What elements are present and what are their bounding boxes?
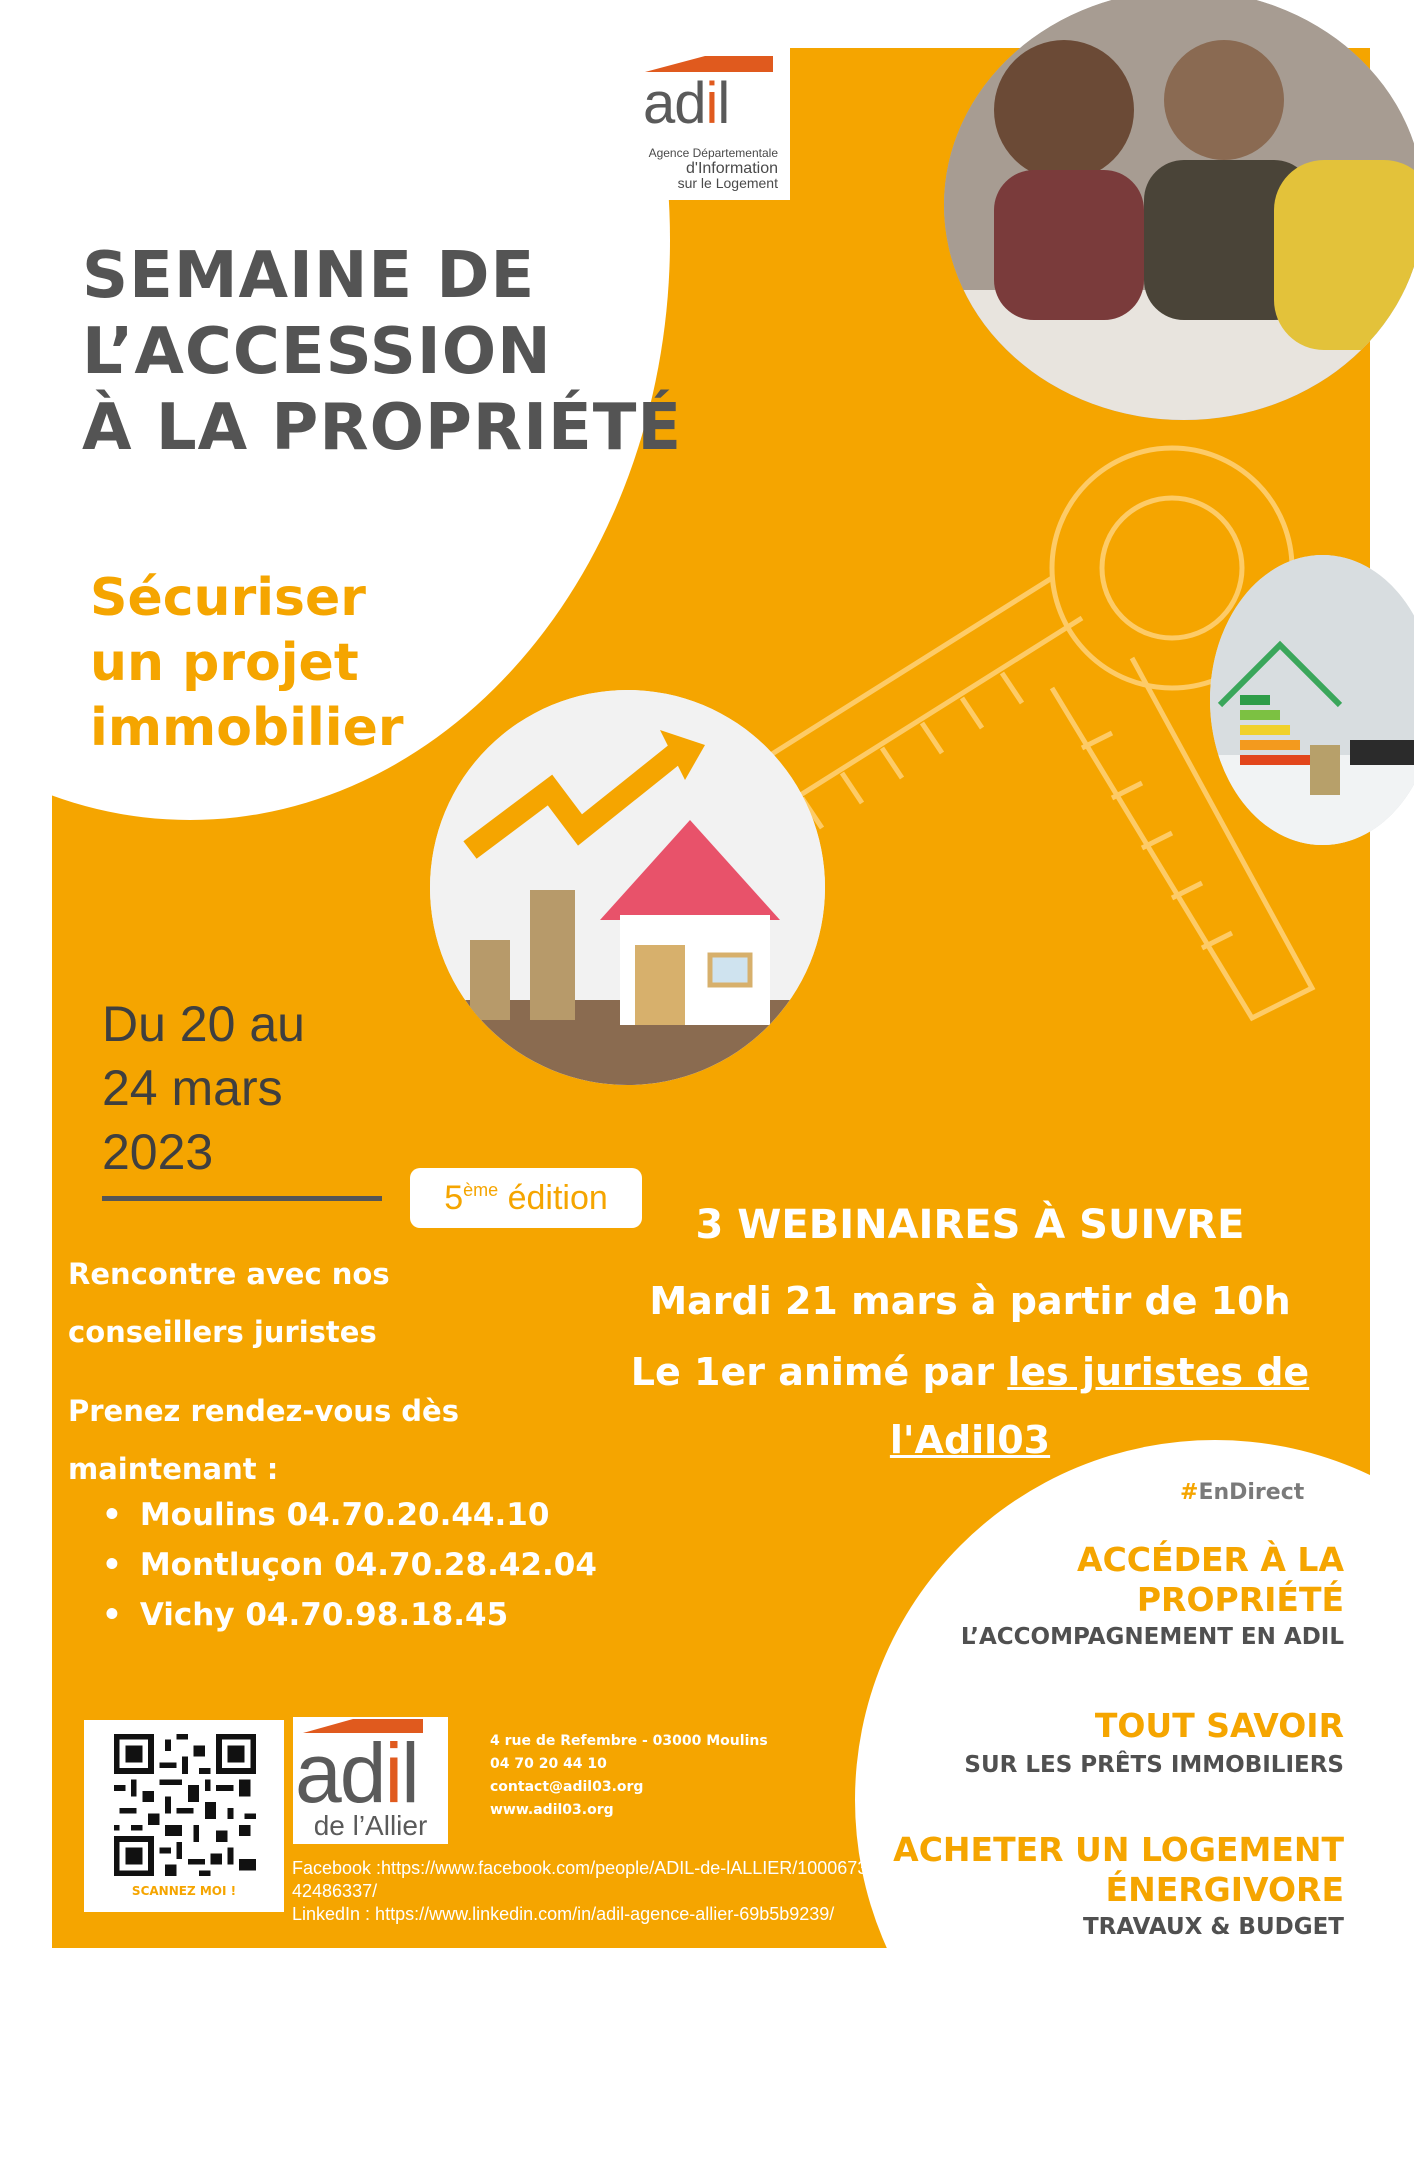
people-photo-image: [944, 0, 1414, 420]
qr-label: SCANNEZ MOI !: [131, 1884, 237, 1898]
topic-1-subtitle: L’ACCOMPAGNEMENT EN ADIL: [960, 1624, 1344, 1650]
contact-address: 4 rue de Refembre - 03000 Moulins: [490, 1733, 768, 1749]
adil-logo-wordmark: adil: [643, 71, 730, 136]
juristes-link[interactable]: les juristes de: [1007, 1350, 1310, 1394]
phone-montlucon[interactable]: • Montluçon 04.70.28.42.04: [102, 1540, 597, 1590]
date-divider: [102, 1196, 382, 1201]
phone-moulins[interactable]: • Moulins 04.70.20.44.10: [102, 1490, 597, 1540]
adil03-link[interactable]: l'Adil03: [889, 1418, 1051, 1462]
people-photo: [944, 0, 1414, 420]
webinars-first: Le 1er animé par les juristes de l'Adil03: [630, 1350, 1310, 1462]
phone-list: [102, 1490, 597, 1640]
house-growth-photo: [430, 690, 825, 1085]
qr-code-icon[interactable]: [114, 1734, 256, 1876]
linkedin-link[interactable]: LinkedIn : https://www.linkedin.com/in/adil-agence-allier-69b5b9239/: [292, 1904, 835, 1924]
topic-3-title: ACHETER UN LOGEMENT ÉNERGIVORE: [893, 1830, 1344, 1909]
qr-code-box[interactable]: [84, 1720, 284, 1912]
adil-allier-subtitle: de l’Allier: [313, 1810, 428, 1841]
main-title: SEMAINE DE L’ACCESSION À LA PROPRIÉTÉ: [82, 239, 683, 465]
house-growth-image: [430, 690, 825, 1085]
meeting-text: Rencontre avec nos conseillers juristes: [68, 1257, 390, 1349]
adil-allier-logo: [293, 1717, 448, 1844]
contact-phone[interactable]: 04 70 20 44 10: [490, 1756, 607, 1772]
contact-website[interactable]: www.adil03.org: [490, 1802, 614, 1818]
adil-logo-subtitle: Agence Départementale d'Information sur le Logement: [648, 146, 778, 191]
contact-info: [490, 1730, 768, 1822]
phone-vichy[interactable]: • Vichy 04.70.98.18.45: [102, 1590, 597, 1640]
energy-house-image: [1210, 555, 1414, 845]
edition-badge: 5ème édition: [410, 1168, 642, 1228]
adil-logo: [625, 48, 790, 200]
webinars-date: Mardi 21 mars à partir de 10h: [649, 1279, 1291, 1323]
topic-3-subtitle: TRAVAUX & BUDGET: [1082, 1914, 1344, 1940]
adil-allier-wordmark: adil: [295, 1726, 418, 1820]
appointment-text: Prenez rendez-vous dès maintenant :: [68, 1394, 459, 1486]
webinars-heading: 3 WEBINAIRES À SUIVRE: [695, 1202, 1245, 1248]
energy-house-photo: [1210, 555, 1414, 845]
event-dates: Du 20 au 24 mars 2023: [102, 996, 305, 1180]
social-links: [292, 1857, 870, 1926]
topic-2-subtitle: SUR LES PRÊTS IMMOBILIERS: [964, 1752, 1344, 1778]
endirect-tag: #EnDirect: [1180, 1480, 1305, 1505]
facebook-link[interactable]: Facebook :https://www.facebook.com/people/ADIL-de-lALLIER/100067342486337/: [292, 1858, 868, 1901]
topic-2-title: TOUT SAVOIR: [1094, 1706, 1344, 1745]
contact-email[interactable]: contact@adil03.org: [490, 1779, 644, 1795]
topic-1-title: ACCÉDER À LA PROPRIÉTÉ: [1077, 1540, 1344, 1619]
subtitle: Sécuriser un projet immobilier: [90, 568, 404, 758]
